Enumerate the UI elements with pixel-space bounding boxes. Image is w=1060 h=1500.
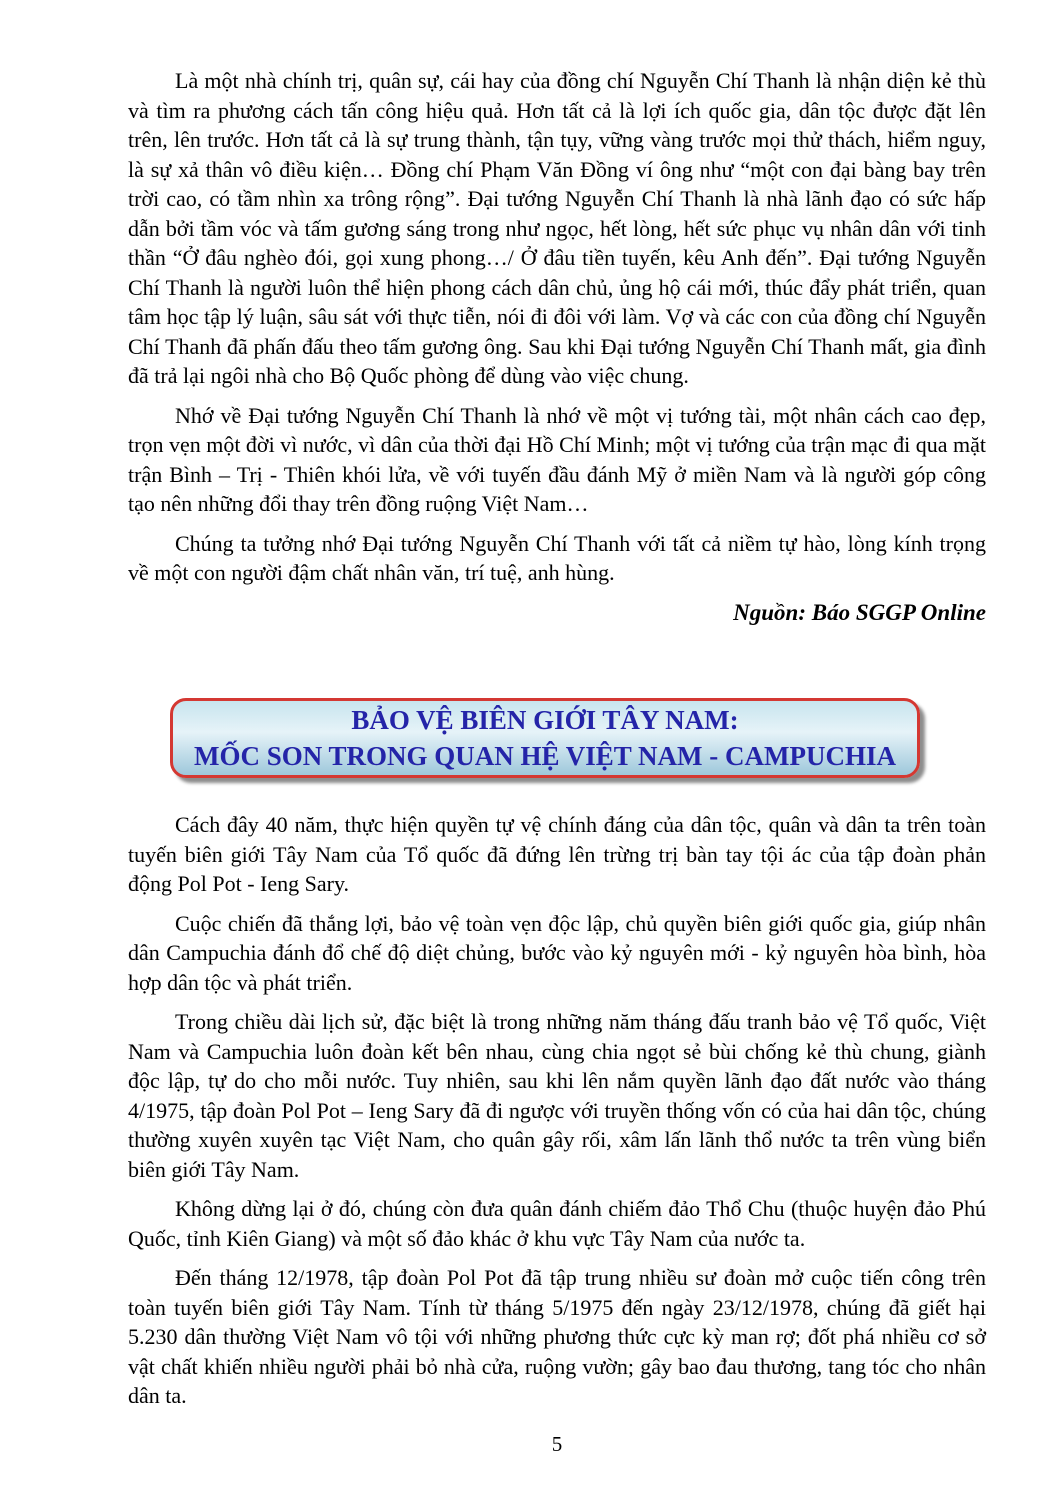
paragraph: Là một nhà chính trị, quân sự, cái hay của đồng chí Nguyễn Chí Thanh là nhận diện kẻ thù và tìm ra phương cách tấn công hiệu quả. Hơn tất cả là lợi ích quốc gia, dân tộc được đặt lên trên, lên trước. Hơn tất cả là sự trung thành, tận tụy, vững vàng trước mọi thử thách, hiểm nguy, là sự xả thân vô điều kiện… Đồng chí Phạm Văn Đồng ví ông như “một con đại bàng bay trên trời cao, có tầm nhìn xa trông rộng”. Đại tướng Nguyễn Chí Thanh là nhà lãnh đạo có sức hấp dẫn bởi tầm vóc và tấm gương sáng trong như ngọc, hết lòng, hết sức phục vụ nhân dân với tinh thần “Ở đâu nghèo đói, gọi xung phong…/ Ở đâu tiền tuyến, kêu Anh đến”. Đại tướng Nguyễn Chí Thanh là người luôn thể hiện phong cách dân chủ, ủng hộ cái mới, thúc đẩy phát triển, quan tâm học tập lý luận, sâu sát với thực tiễn, nói đi đôi với làm. Vợ và các con của đồng chí Nguyễn Chí Thanh đã phấn đấu theo tấm gương ông. Sau khi Đại tướng Nguyễn Chí Thanh mất, gia đình đã trả lại ngôi nhà cho Bộ Quốc phòng để dùng vào việc chung.: [128, 68, 986, 388]
page-number: 5: [551, 1432, 563, 1456]
paragraph: Chúng ta tưởng nhớ Đại tướng Nguyễn Chí Thanh với tất cả niềm tự hào, lòng kính trọng về một con người đậm chất nhân văn, trí tuệ, anh hùng.: [128, 530, 986, 585]
section-title-line-2: MỐC SON TRONG QUAN HỆ VIỆT NAM - CAMPUCHIA: [193, 741, 897, 771]
paragraph: Cuộc chiến đã thắng lợi, bảo vệ toàn vẹn độc lập, chủ quyền biên giới quốc gia, giúp nhân dân Campuchia đánh đổ chế độ diệt chủng, bước vào kỷ nguyên mới - kỷ nguyên hòa bình, hòa hợp dân tộc và phát triển.: [128, 910, 986, 995]
paragraph: Cách đây 40 năm, thực hiện quyền tự vệ chính đáng của dân tộc, quân và dân ta trên toàn tuyến biên giới Tây Nam của Tổ quốc đã đứng lên trừng trị bàn tay tội ác của tập đoàn phản động Pol Pot - Ieng Sary.: [128, 812, 986, 896]
paragraph: Trong chiều dài lịch sử, đặc biệt là trong những năm tháng đấu tranh bảo vệ Tổ quốc, Việt Nam và Campuchia luôn đoàn kết bên nhau, cùng chia ngọt sẻ bùi chống kẻ thù chung, giành độc lập, tự do cho mỗi nước. Tuy nhiên, sau khi lên nắm quyền lãnh đạo đất nước vào tháng 4/1975, tập đoàn Pol Pot – Ieng Sary đã đi ngược với truyền thống vốn có của hai dân tộc, chúng thường xuyên xuyên tạc Việt Nam, cho quân gây rối, xâm lấn lãnh thổ nước ta trên vùng biển biên giới Tây Nam.: [128, 1009, 986, 1182]
source-credit: Nguồn: Báo SGGP Online: [733, 599, 986, 625]
section-title-banner: [170, 698, 920, 778]
paragraph: Đến tháng 12/1978, tập đoàn Pol Pot đã tập trung nhiều sư đoàn mở cuộc tiến công trên toàn tuyến biên giới Tây Nam. Tính từ tháng 5/1975 đến ngày 23/12/1978, chúng đã giết hại 5.230 dân thường Việt Nam vô tội với những phương thức cực kỳ man rợ; đốt phá nhiều cơ sở vật chất khiến nhiều người phải bỏ nhà cửa, ruộng vườn; gây bao đau thương, tang tóc cho nhân dân ta.: [128, 1265, 986, 1408]
article-nguyen-chi-thanh: [128, 66, 986, 628]
paragraph: Không dừng lại ở đó, chúng còn đưa quân đánh chiếm đảo Thổ Chu (thuộc huyện đảo Phú Quốc, tỉnh Kiên Giang) và một số đảo khác ở khu vực Tây Nam của nước ta.: [128, 1196, 986, 1251]
section-title-line-1: BẢO VỆ BIÊN GIỚI TÂY NAM:: [351, 705, 739, 735]
paragraph: Nhớ về Đại tướng Nguyễn Chí Thanh là nhớ về một vị tướng tài, một nhân cách cao đẹp, trọn vẹn một đời vì nước, vì dân của thời đại Hồ Chí Minh; một vị tướng của trận mạc đi qua mặt trận Bình – Trị - Thiên khói lửa, về với tuyến đầu đánh Mỹ ở miền Nam và là người góp công tạo nên những đổi thay trên đồng ruộng Việt Nam…: [128, 402, 986, 516]
article-bien-gioi-tay-nam: [128, 810, 986, 1421]
